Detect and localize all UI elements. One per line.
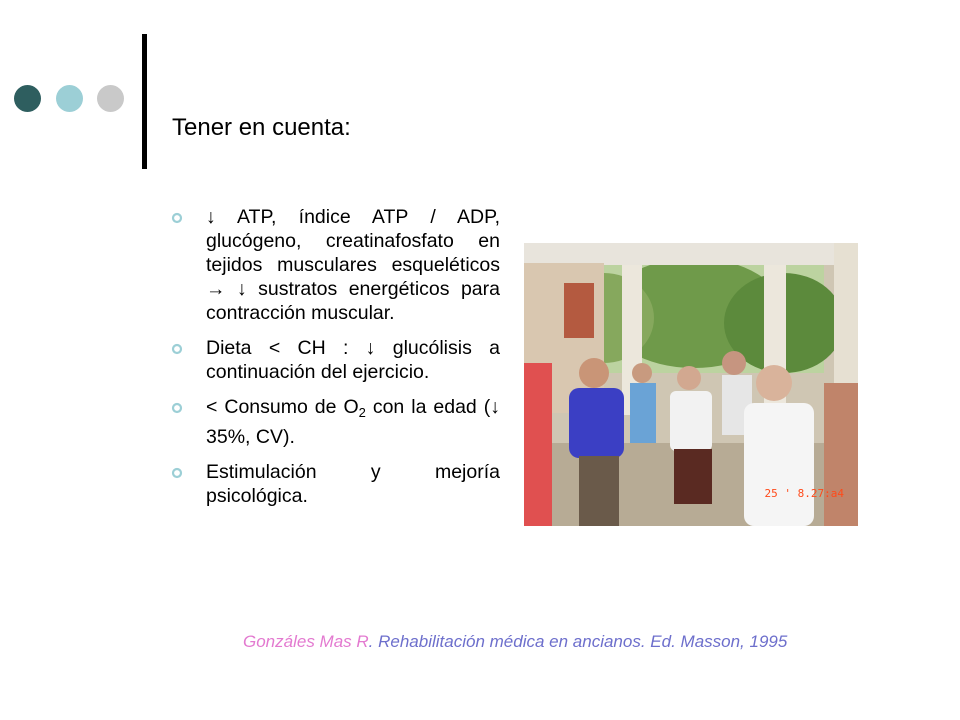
bullet-list <box>170 205 500 519</box>
bullet-item <box>170 336 500 384</box>
dot-gray <box>97 85 124 112</box>
bullet-text-pre: < Consumo de O <box>206 396 359 418</box>
elderly-group-exercise-illustration <box>524 243 858 526</box>
photo-date-stamp: 25 ' 8.27:a4 <box>764 487 844 500</box>
bullet-icon <box>171 402 183 414</box>
bullet-text: Dieta < CH : ↓ glucólisis a continuación del ejercicio. <box>206 337 500 383</box>
dot-light-teal <box>56 85 83 112</box>
bullet-text-post: con la edad (↓ 35%, CV). <box>206 396 500 448</box>
bullet-icon <box>171 467 183 479</box>
bullet-text: Estimulación y mejoría psicológica. <box>206 461 500 507</box>
bullet-text: ↓ ATP, índice ATP / ADP, glucógeno, creatinafosfato en tejidos musculares esqueléticos → ↓ sustratos energéticos para contracción muscular. <box>206 206 500 324</box>
decorative-dots <box>14 85 126 115</box>
subscript: 2 <box>358 405 366 420</box>
citation-separator: . <box>368 632 379 651</box>
citation-author: Gonzáles Mas R <box>243 632 369 651</box>
bullet-item <box>170 205 500 325</box>
bullet-item <box>170 395 500 449</box>
citation <box>243 632 787 652</box>
dot-dark-teal <box>14 85 41 112</box>
vertical-divider <box>142 34 147 169</box>
exercise-photo <box>524 243 858 526</box>
bullet-icon <box>171 343 183 355</box>
bullet-text <box>206 395 500 449</box>
bullet-icon <box>171 212 183 224</box>
slide-title: Tener en cuenta: <box>172 114 351 141</box>
citation-source: Rehabilitación médica en ancianos. Ed. Masson, 1995 <box>378 632 788 651</box>
bullet-item <box>170 460 500 508</box>
